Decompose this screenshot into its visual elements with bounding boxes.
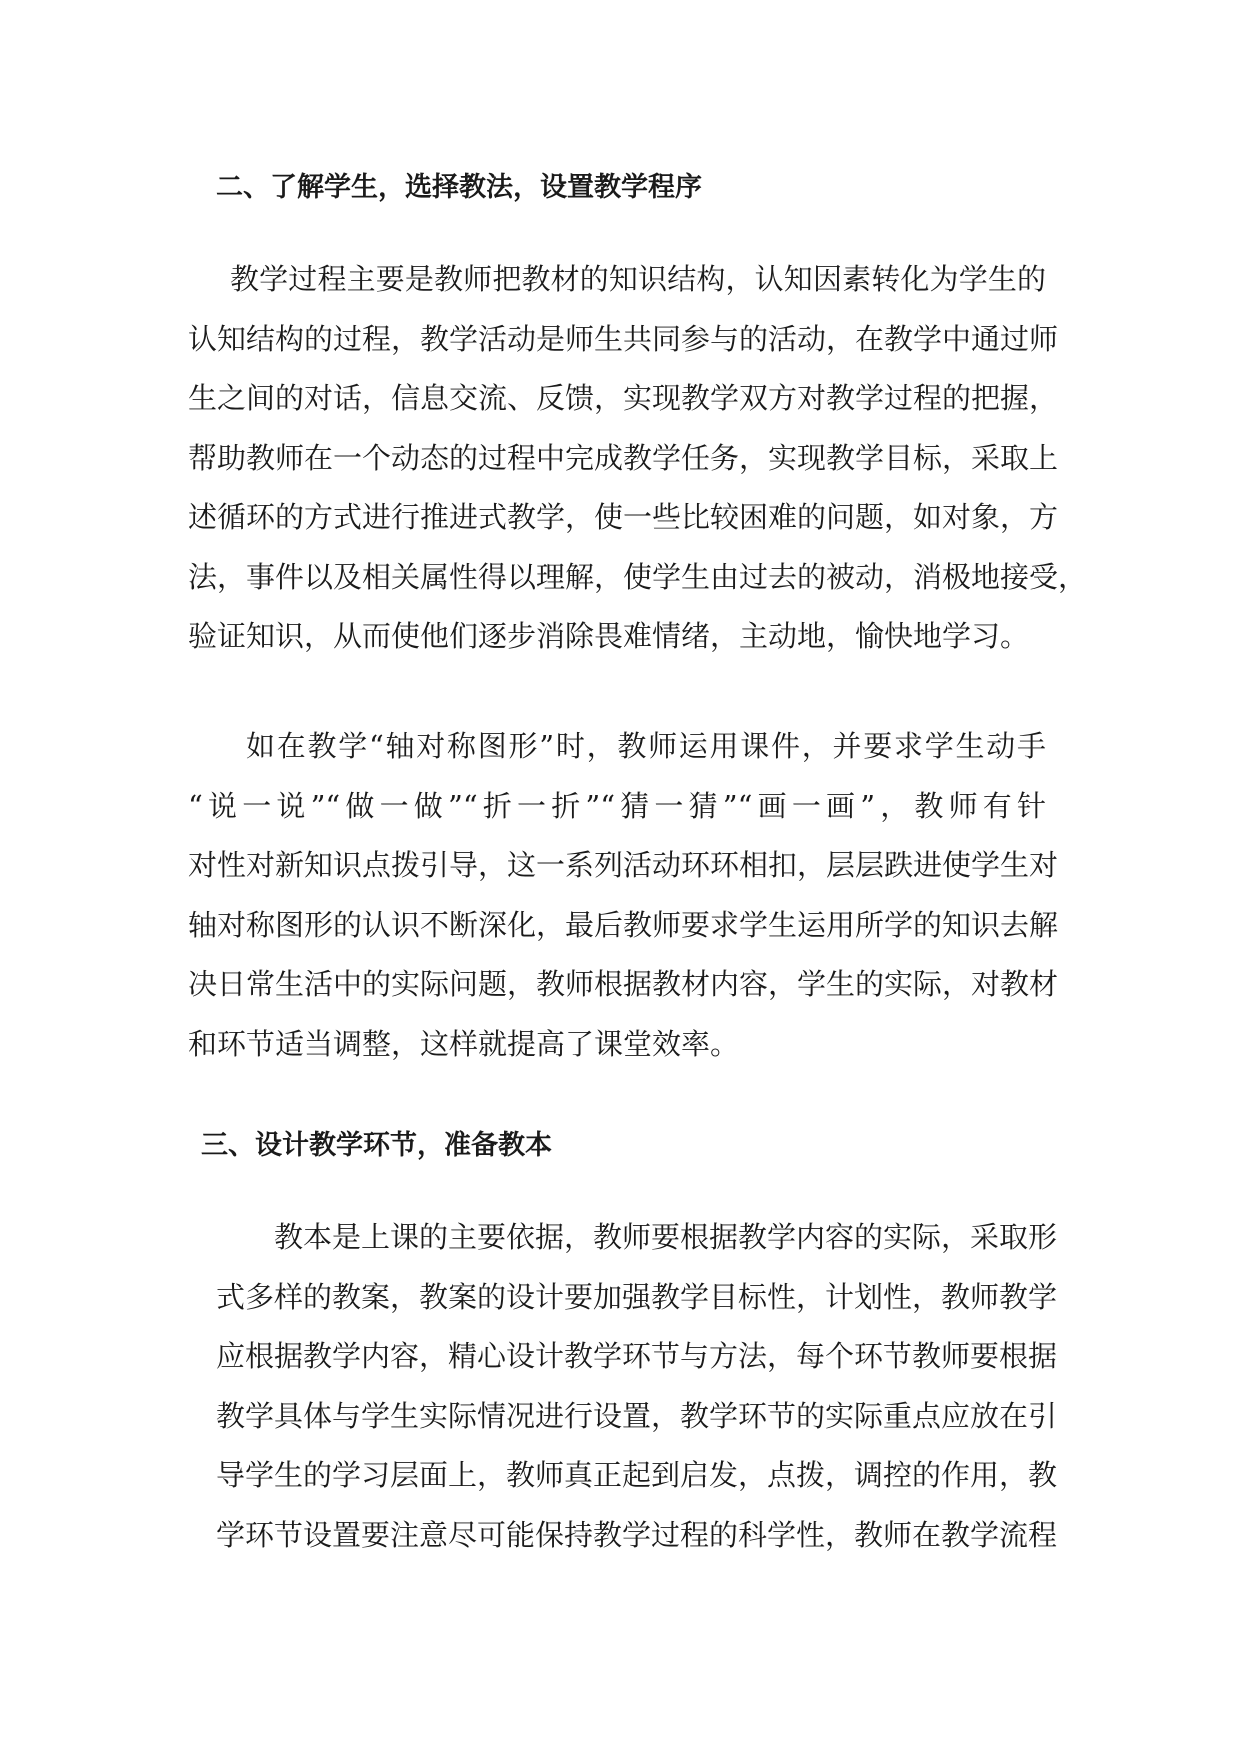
paragraph-line: 教学具体与学生实际情况进行设置，教学环节的实际重点应放在引 xyxy=(216,1398,1058,1433)
paragraph-line: 帮助教师在一个动态的过程中完成教学任务，实现教学目标，采取上 xyxy=(188,440,1059,475)
paragraph-line: 轴对称图形的认识不断深化，最后教师要求学生运用所学的知识去解 xyxy=(188,907,1059,942)
paragraph-line: 验证知识，从而使他们逐步消除畏难情绪，主动地，愉快地学习。 xyxy=(188,619,1030,653)
paragraph-line: 生之间的对话，信息交流、反馈，实现教学双方对教学过程的把握， xyxy=(188,381,1059,415)
paragraph-line: 决日常生活中的实际问题，教师根据教材内容，学生的实际，对教材 xyxy=(188,967,1059,1001)
paragraph-line: 式多样的教案，教案的设计要加强教学目标性，计划性，教师教学 xyxy=(216,1279,1058,1314)
paragraph-line: 如在教学“轴对称图形”时，教师运用课件，并要求学生动手 xyxy=(246,729,1046,763)
paragraph-line: 学环节设置要注意尽可能保持教学过程的科学性，教师在教学流程 xyxy=(216,1517,1058,1552)
paragraph-line: 和环节适当调整，这样就提高了课堂效率。 xyxy=(188,1026,740,1061)
paragraph-lesson-plan xyxy=(216,1208,1058,1565)
paragraph-line: 教本是上课的主要依据，教师要根据教学内容的实际，采取形 xyxy=(274,1220,1058,1254)
section-heading-3: 三、设计教学环节，准备教本 xyxy=(201,1130,552,1161)
paragraph-line: 教学过程主要是教师把教材的知识结构，认知因素转化为学生的 xyxy=(230,262,1046,296)
paragraph-line: “说一说”“做一做”“折一折”“猜一猜”“画一画”，教师有针 xyxy=(188,788,1046,823)
paragraph-line: 导学生的学习层面上，教师真正起到启发，点拨，调控的作用，教 xyxy=(216,1458,1058,1492)
section-heading-2: 二、了解学生，选择教法，设置教学程序 xyxy=(216,172,702,203)
paragraph-line: 对性对新知识点拨引导，这一系列活动环环相扣，层层跌进使学生对 xyxy=(188,848,1059,882)
paragraph-line: 应根据教学内容，精心设计教学环节与方法，每个环节教师要根据 xyxy=(216,1339,1058,1373)
paragraph-teaching-process xyxy=(188,250,1088,667)
paragraph-line: 法，事件以及相关属性得以理解，使学生由过去的被动，消极地接受， xyxy=(188,559,1088,594)
paragraph-line: 述循环的方式进行推进式教学，使一些比较困难的问题，如对象，方 xyxy=(188,500,1059,534)
paragraph-example-symmetry xyxy=(188,717,1059,1074)
paragraph-line: 认知结构的过程，教学活动是师生共同参与的活动，在教学中通过师 xyxy=(188,321,1059,356)
